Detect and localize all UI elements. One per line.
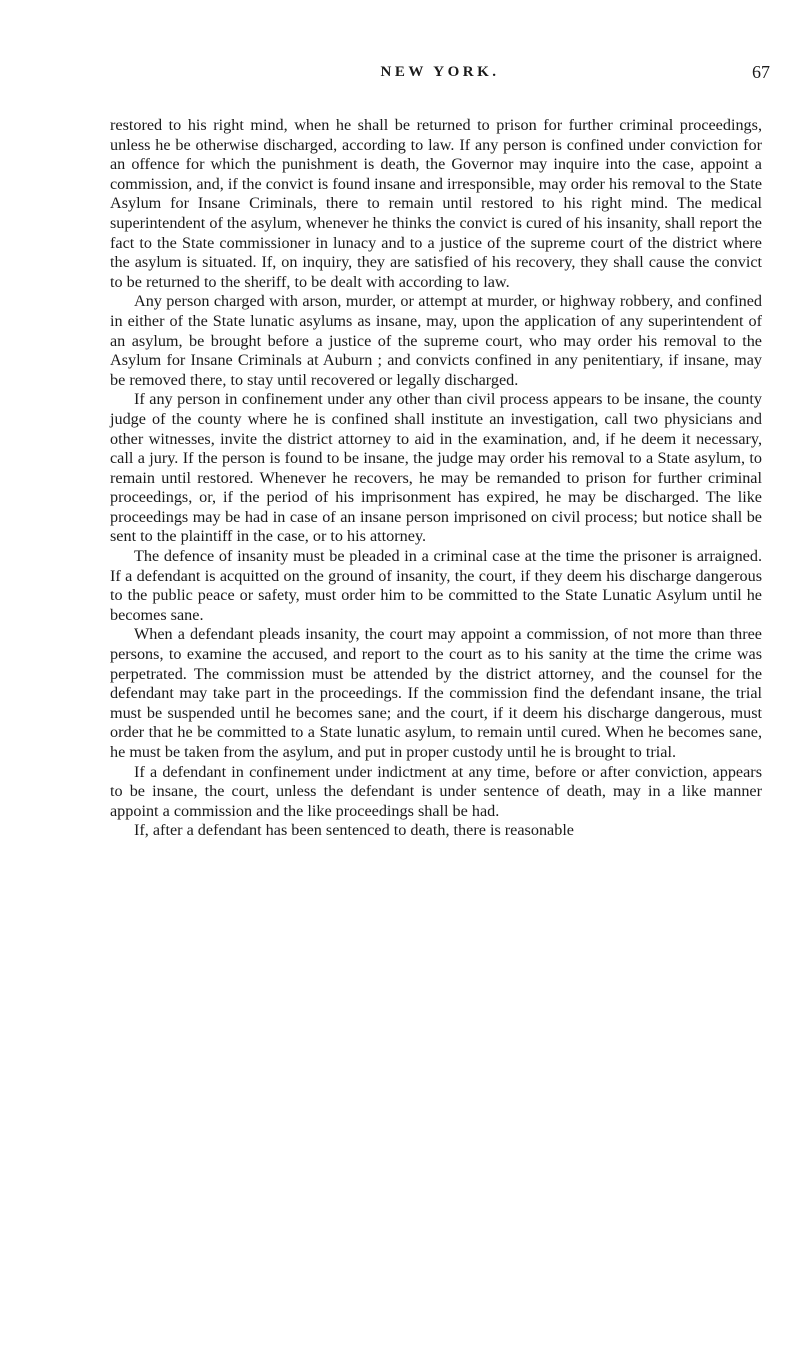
paragraph: Any person charged with arson, murder, or attempt at murder, or highway robbery, and confined in either of the State lunatic asylums as insane, may, upon the application of any superintendent of an asylum, be brought before a justice of the supreme court, who may order his removal to the Asylum for Insane Criminals at Auburn ; and convicts confined in any penitentiary, if insane, may be removed there, to stay until recovered or legally discharged. xyxy=(110,292,762,389)
page-number: 67 xyxy=(752,62,770,82)
body-text xyxy=(110,116,762,841)
paragraph: The defence of insanity must be pleaded in a criminal case at the time the prisoner is arraigned. If a defendant is acquitted on the ground of insanity, the court, if they deem his discharge dangerous to the public peace or safety, must order him to be committed to the State Lunatic Asylum until he becomes sane. xyxy=(110,547,762,624)
running-title: NEW YORK. xyxy=(380,64,500,80)
paragraph: If a defendant in confinement under indictment at any time, before or after conviction, appears to be insane, the court, unless the defendant is under sentence of death, may in a like manner appoint a commission and the like proceedings shall be had. xyxy=(110,762,762,820)
paragraph: When a defendant pleads insanity, the court may appoint a commission, of not more than three persons, to examine the accused, and report to the court as to his sanity at the time the crime was perpetrated. The commission must be attended by the district attorney, and the counsel for the defendant may take part in the proceedings. If the commission find the defendant insane, the trial must be suspended until he becomes sane; and the court, if it deem his discharge dangerous, must order that he be committed to a State lunatic asylum, to remain until cured. When he becomes sane, he must be taken from the asylum, and put in proper custody until he is brought to trial. xyxy=(110,625,762,761)
paragraph: restored to his right mind, when he shall be returned to prison for further criminal proceedings, unless he be otherwise discharged, according to law. If any person is confined under conviction for an offence for which the punishment is death, the Governor may inquire into the case, appoint a commission, and, if the convict is found insane and irresponsible, may order his removal to the State Asylum for Insane Criminals, there to remain until restored to his right mind. The medical superintendent of the asylum, whenever he thinks the convict is cured of his insanity, shall report the fact to the State commissioner in lunacy and to a justice of the supreme court of the district where the asylum is situated. If, on inquiry, they are satisfied of his recovery, they shall cause the convict to be returned to the sheriff, to be dealt with according to law. xyxy=(110,116,762,291)
paragraph: If any person in confinement under any other than civil process appears to be insane, the county judge of the county where he is confined shall institute an investigation, call two physicians and other witnesses, invite the district attorney to aid in the examination, and, if he deem it necessary, call a jury. If the person is found to be insane, the judge may order his removal to a State asylum, to remain until restored. Whenever he recovers, he may be remanded to prison for further criminal proceedings, or, if the period of his imprisonment has expired, he may be discharged. The like proceedings may be had in case of an insane person imprisoned on civil process; but notice shall be sent to the plaintiff in the case, or to his attorney. xyxy=(110,390,762,546)
paragraph: If, after a defendant has been sentenced to death, there is reasonable xyxy=(134,821,574,840)
running-head xyxy=(110,64,770,86)
